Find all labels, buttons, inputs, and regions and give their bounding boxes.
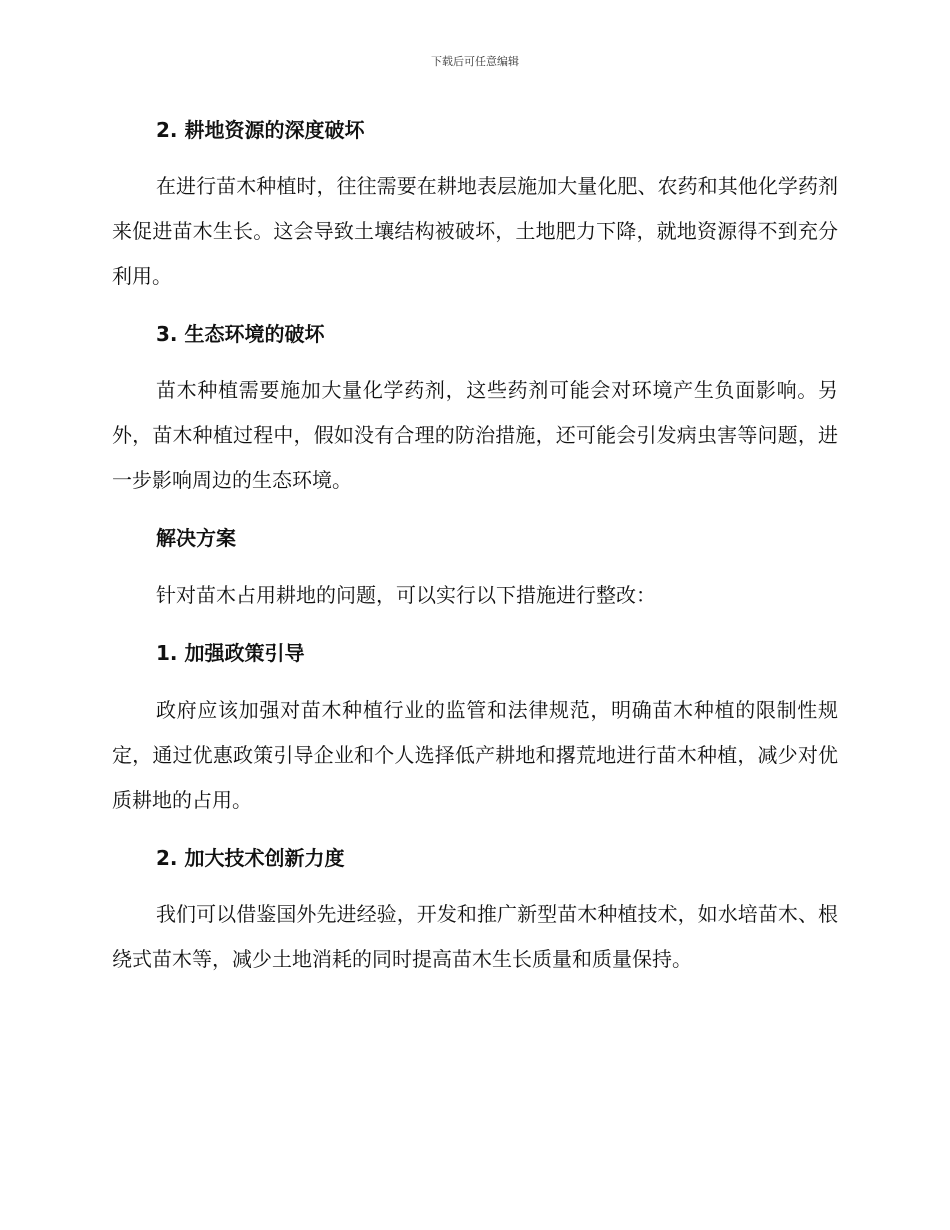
- heading-solution: 解决方案: [156, 526, 236, 550]
- paragraph-solution-intro: 针对苗木占用耕地的问题，可以实行以下措施进行整改：: [156, 583, 656, 607]
- paragraph-tech-innovation: 我们可以借鉴国外先进经验，开发和推广新型苗木种植技术，如水培苗木、根绕式苗木等，减少土地消耗的同时提高苗木生长质量和质量保持。: [112, 902, 838, 971]
- paragraph-ecology-damage: 苗木种植需要施加大量化学药剂，这些药剂可能会对环境产生负面影响。另外，苗木种植过程中，假如没有合理的防治措施，还可能会引发病虫害等问题，进一步影响周边的生态环境。: [112, 378, 838, 492]
- paragraph-farmland-damage: 在进行苗木种植时，往往需要在耕地表层施加大量化肥、农药和其他化学药剂来促进苗木生长。这会导致土壤结构被破坏，土地肥力下降，就地资源得不到充分利用。: [112, 174, 838, 288]
- heading-policy-guidance: 1. 加强政策引导: [156, 641, 305, 665]
- page-header: 下载后可任意编辑: [431, 55, 519, 68]
- paragraph-policy-guidance: 政府应该加强对苗木种植行业的监管和法律规范，明确苗木种植的限制性规定，通过优惠政策引导企业和个人选择低产耕地和撂荒地进行苗木种植，减少对优质耕地的占用。: [112, 698, 838, 812]
- heading-tech-innovation: 2. 加大技术创新力度: [156, 846, 345, 870]
- heading-ecology-damage: 3. 生态环境的破坏: [156, 322, 325, 346]
- heading-farmland-damage: 2. 耕地资源的深度破坏: [156, 118, 365, 142]
